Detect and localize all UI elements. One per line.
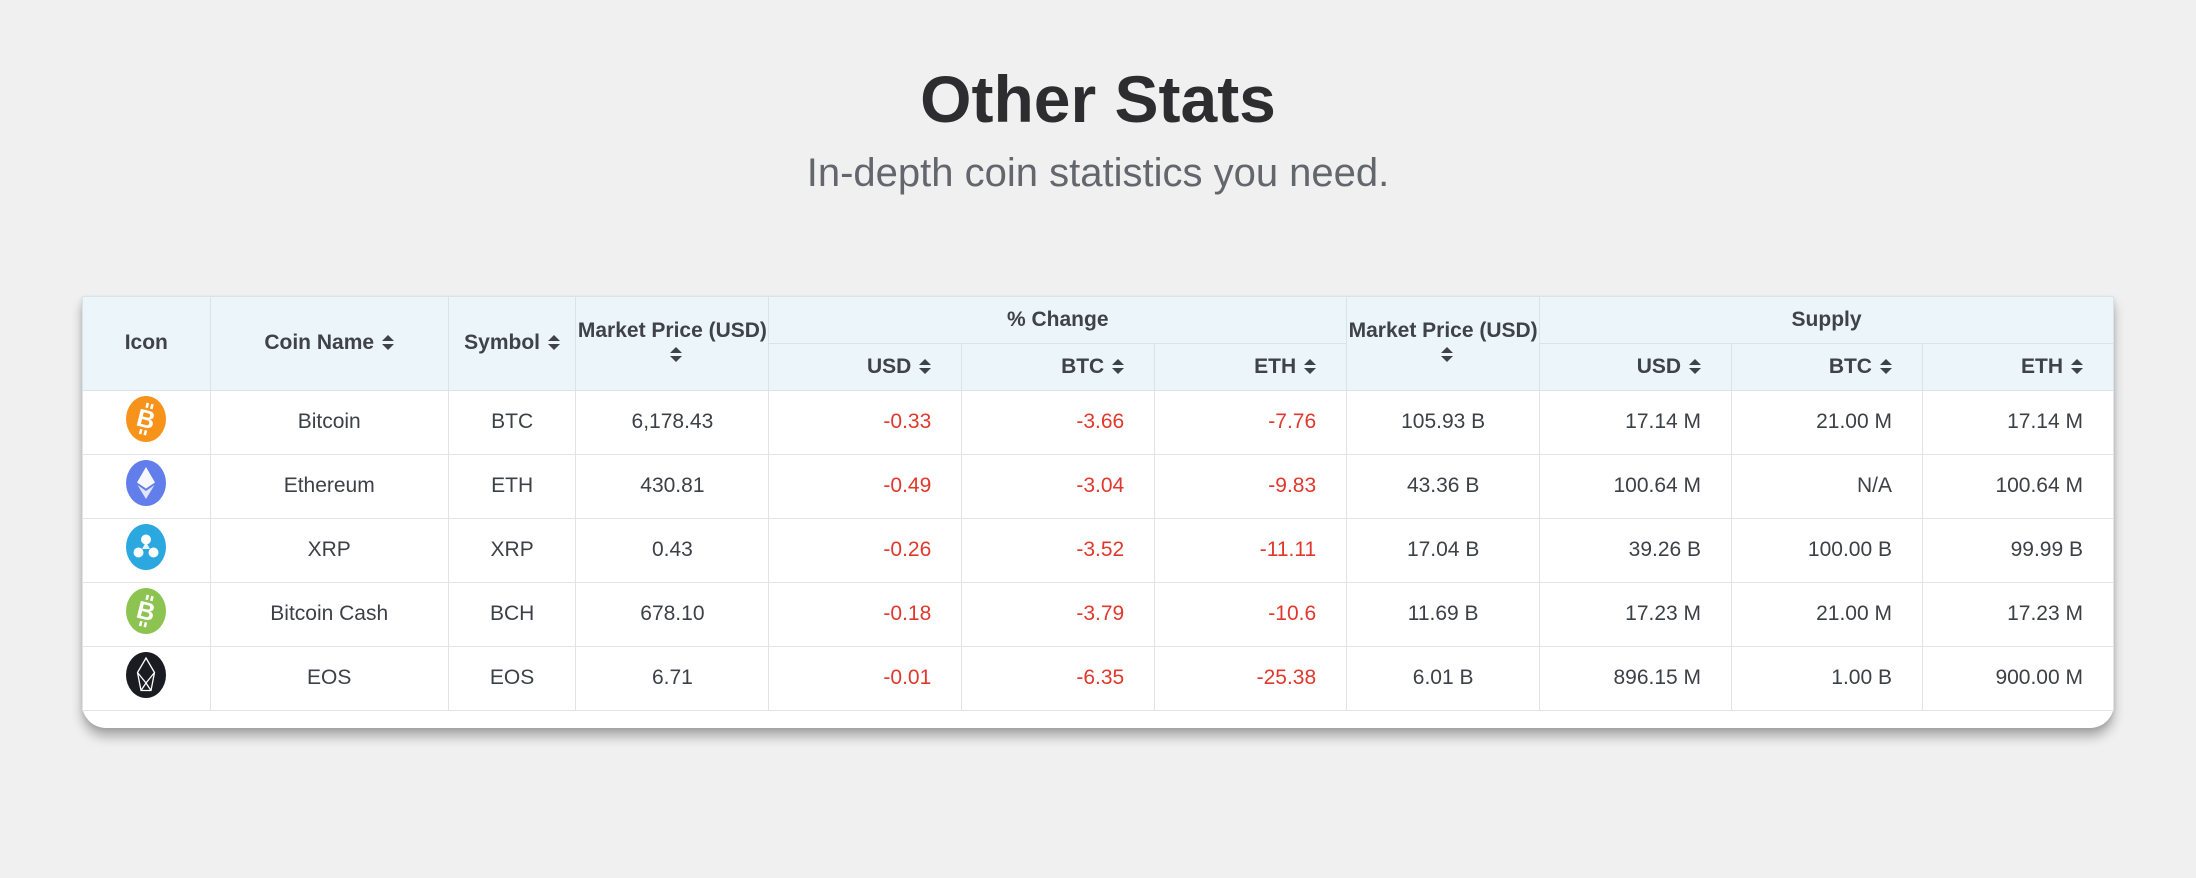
sort-icon xyxy=(1880,359,1892,374)
supply-usd-cell: 17.23 M xyxy=(1540,582,1732,646)
sort-icon xyxy=(1689,359,1701,374)
svg-text:B: B xyxy=(134,403,159,436)
change-btc-cell: -3.79 xyxy=(962,582,1155,646)
supply-usd-cell: 17.14 M xyxy=(1540,390,1732,454)
market-cap-cell: 6.01 B xyxy=(1347,646,1540,710)
symbol-cell: BCH xyxy=(448,582,576,646)
supply-eth-cell: 17.14 M xyxy=(1922,390,2113,454)
market-cap-cell: 17.04 B xyxy=(1347,518,1540,582)
coin-name-cell: Bitcoin xyxy=(210,390,448,454)
change-btc-cell: -6.35 xyxy=(962,646,1155,710)
market-price-cell: 6,178.43 xyxy=(576,390,769,454)
col-group-supply: Supply xyxy=(1540,296,2114,343)
sort-icon xyxy=(1112,359,1124,374)
market-price-cell: 678.10 xyxy=(576,582,769,646)
sort-icon xyxy=(919,359,931,374)
sort-icon xyxy=(548,335,560,350)
coin-name-cell: EOS xyxy=(210,646,448,710)
table-row xyxy=(83,454,2114,518)
supply-usd-cell: 39.26 B xyxy=(1540,518,1732,582)
market-price-cell: 6.71 xyxy=(576,646,769,710)
sort-icon xyxy=(670,347,682,362)
stats-table-card xyxy=(82,296,2114,728)
coin-stats-table xyxy=(82,296,2114,711)
coin-name-cell: Bitcoin Cash xyxy=(210,582,448,646)
supply-eth-cell: 100.64 M xyxy=(1922,454,2113,518)
sort-icon xyxy=(1441,347,1453,362)
change-eth-cell: -25.38 xyxy=(1155,646,1347,710)
page-subtitle: In-depth coin statistics you need. xyxy=(806,150,1390,195)
table-row xyxy=(83,646,2114,710)
col-header-market-price[interactable]: Market Price (USD) xyxy=(576,296,769,390)
page-title: Other Stats xyxy=(920,62,1276,136)
supply-usd-cell: 100.64 M xyxy=(1540,454,1732,518)
col-header-change-usd[interactable]: USD xyxy=(769,343,962,390)
svg-text:B: B xyxy=(134,595,159,628)
table-row xyxy=(83,518,2114,582)
symbol-cell: EOS xyxy=(448,646,576,710)
col-header-supply-btc[interactable]: BTC xyxy=(1732,343,1923,390)
col-header-change-btc[interactable]: BTC xyxy=(962,343,1155,390)
supply-btc-cell: 1.00 B xyxy=(1732,646,1923,710)
col-header-market-price-2[interactable]: Market Price (USD) xyxy=(1347,296,1540,390)
coin-icon-cell xyxy=(83,454,211,518)
col-header-supply-usd[interactable]: USD xyxy=(1540,343,1732,390)
sort-icon xyxy=(1304,359,1316,374)
bitcoin-cash-icon xyxy=(126,588,166,634)
supply-btc-cell: N/A xyxy=(1732,454,1923,518)
table-row xyxy=(83,582,2114,646)
supply-btc-cell: 21.00 M xyxy=(1732,390,1923,454)
change-eth-cell: -9.83 xyxy=(1155,454,1347,518)
symbol-cell: BTC xyxy=(448,390,576,454)
col-group-pct-change: % Change xyxy=(769,296,1347,343)
change-eth-cell: -11.11 xyxy=(1155,518,1347,582)
coin-icon-cell xyxy=(83,646,211,710)
market-cap-cell: 105.93 B xyxy=(1347,390,1540,454)
supply-btc-cell: 100.00 B xyxy=(1732,518,1923,582)
change-usd-cell: -0.33 xyxy=(769,390,962,454)
change-eth-cell: -10.6 xyxy=(1155,582,1347,646)
change-btc-cell: -3.66 xyxy=(962,390,1155,454)
bitcoin-icon xyxy=(126,396,166,442)
symbol-cell: XRP xyxy=(448,518,576,582)
col-header-coin-name[interactable]: Coin Name xyxy=(210,296,448,390)
coin-name-cell: XRP xyxy=(210,518,448,582)
market-price-cell: 430.81 xyxy=(576,454,769,518)
change-btc-cell: -3.04 xyxy=(962,454,1155,518)
supply-usd-cell: 896.15 M xyxy=(1540,646,1732,710)
supply-btc-cell: 21.00 M xyxy=(1732,582,1923,646)
change-usd-cell: -0.01 xyxy=(769,646,962,710)
coin-icon-cell xyxy=(83,518,211,582)
market-cap-cell: 11.69 B xyxy=(1347,582,1540,646)
col-header-change-eth[interactable]: ETH xyxy=(1155,343,1347,390)
market-price-cell: 0.43 xyxy=(576,518,769,582)
sort-icon xyxy=(2071,359,2083,374)
xrp-icon xyxy=(126,524,166,570)
ethereum-icon xyxy=(126,460,166,506)
eos-icon xyxy=(126,652,166,698)
supply-eth-cell: 17.23 M xyxy=(1922,582,2113,646)
table-row xyxy=(83,390,2114,454)
change-eth-cell: -7.76 xyxy=(1155,390,1347,454)
supply-eth-cell: 900.00 M xyxy=(1922,646,2113,710)
coin-icon-cell xyxy=(83,582,211,646)
change-usd-cell: -0.26 xyxy=(769,518,962,582)
change-usd-cell: -0.18 xyxy=(769,582,962,646)
col-header-supply-eth[interactable]: ETH xyxy=(1922,343,2113,390)
col-header-symbol[interactable]: Symbol xyxy=(448,296,576,390)
coin-name-cell: Ethereum xyxy=(210,454,448,518)
symbol-cell: ETH xyxy=(448,454,576,518)
coin-icon-cell xyxy=(83,390,211,454)
supply-eth-cell: 99.99 B xyxy=(1922,518,2113,582)
col-header-icon: Icon xyxy=(83,296,211,390)
change-btc-cell: -3.52 xyxy=(962,518,1155,582)
sort-icon xyxy=(382,335,394,350)
market-cap-cell: 43.36 B xyxy=(1347,454,1540,518)
change-usd-cell: -0.49 xyxy=(769,454,962,518)
